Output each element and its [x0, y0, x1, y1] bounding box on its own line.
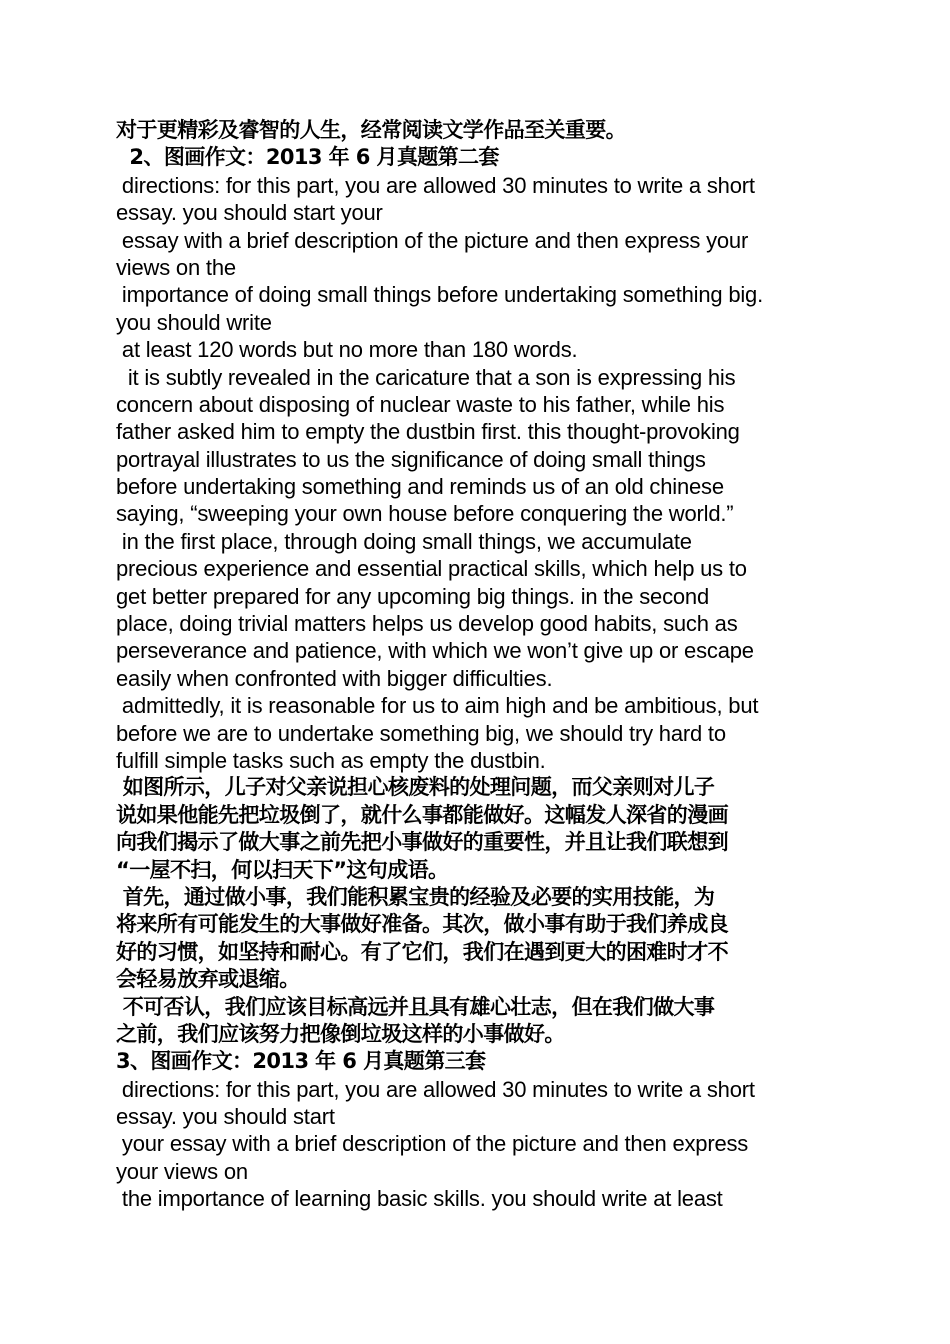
text-line: 不可否认，我们应该目标高远并且具有雄心壮志，但在我们做大事 — [116, 994, 715, 1019]
text-line: views on the — [116, 254, 236, 280]
text-line: get better prepared for any upcoming big things. in the second — [116, 583, 709, 609]
text-line: saying, “sweeping your own house before conquering the world.” — [116, 501, 734, 527]
section-heading: 3、图画作文：2013 年 6 月真题第三套 — [116, 1049, 486, 1074]
text-line: “一屋不扫，何以扫天下”这句成语。 — [116, 857, 449, 882]
text-line: directions: for this part, you are allowed 30 minutes to write a short — [116, 172, 755, 198]
text-line: your views on — [116, 1158, 248, 1184]
text-line: 如图所示，儿子对父亲说担心核废料的处理问题，而父亲则对儿子 — [116, 775, 715, 800]
text-line: you should write — [116, 309, 272, 335]
text-line: 对于更精彩及睿智的人生，经常阅读文学作品至关重要。 — [116, 118, 626, 142]
text-line: the importance of learning basic skills. you should write at least — [116, 1186, 723, 1212]
text-line: concern about disposing of nuclear waste to his father, while his — [116, 391, 725, 417]
text-line: 首先，通过做小事，我们能积累宝贵的经验及必要的实用技能，为 — [116, 884, 715, 909]
text-line: precious experience and essential practical skills, which help us to — [116, 556, 747, 582]
text-line: your essay with a brief description of the picture and then express — [116, 1131, 749, 1157]
text-line: 好的习惯，如坚持和耐心。有了它们，我们在遇到更大的困难时才不 — [116, 939, 728, 964]
text-line: fulfill simple tasks such as empty the dustbin. — [116, 747, 546, 773]
section-heading: 2、图画作文：2013 年 6 月真题第二套 — [116, 145, 499, 170]
text-line: essay. you should start — [116, 1104, 335, 1130]
text-line: directions: for this part, you are allowed 30 minutes to write a short — [116, 1076, 755, 1102]
text-line: easily when confronted with bigger difficulties. — [116, 665, 553, 691]
text-line: at least 120 words but no more than 180 words. — [116, 337, 578, 363]
text-line: admittedly, it is reasonable for us to aim high and be ambitious, but — [116, 693, 759, 719]
text-line: in the first place, through doing small things, we accumulate — [116, 528, 692, 554]
text-line: importance of doing small things before undertaking something big. — [116, 282, 763, 308]
text-line: before we are to undertake something big, we should try hard to — [116, 720, 726, 746]
text-line: perseverance and patience, with which we won’t give up or escape — [116, 638, 754, 664]
text-line: portrayal illustrates to us the significance of doing small things — [116, 446, 706, 472]
document-page — [116, 117, 838, 1213]
text-line: essay. you should start your — [116, 200, 383, 226]
text-line: 说如果他能先把垃圾倒了，就什么事都能做好。这幅发人深省的漫画 — [116, 802, 728, 827]
text-line: essay with a brief description of the picture and then express your — [116, 227, 749, 253]
text-line: father asked him to empty the dustbin first. this thought-provoking — [116, 419, 740, 445]
text-line: it is subtly revealed in the caricature that a son is expressing his — [116, 364, 736, 390]
text-line: place, doing trivial matters helps us develop good habits, such as — [116, 611, 738, 637]
text-line: 会轻易放弃或退缩。 — [116, 967, 300, 992]
text-line: 将来所有可能发生的大事做好准备。其次，做小事有助于我们养成良 — [116, 912, 728, 937]
text-line: 向我们揭示了做大事之前先把小事做好的重要性，并且让我们联想到 — [116, 830, 728, 855]
text-line: 之前，我们应该努力把像倒垃圾这样的小事做好。 — [116, 1021, 565, 1046]
text-line: before undertaking something and reminds us of an old chinese — [116, 474, 724, 500]
